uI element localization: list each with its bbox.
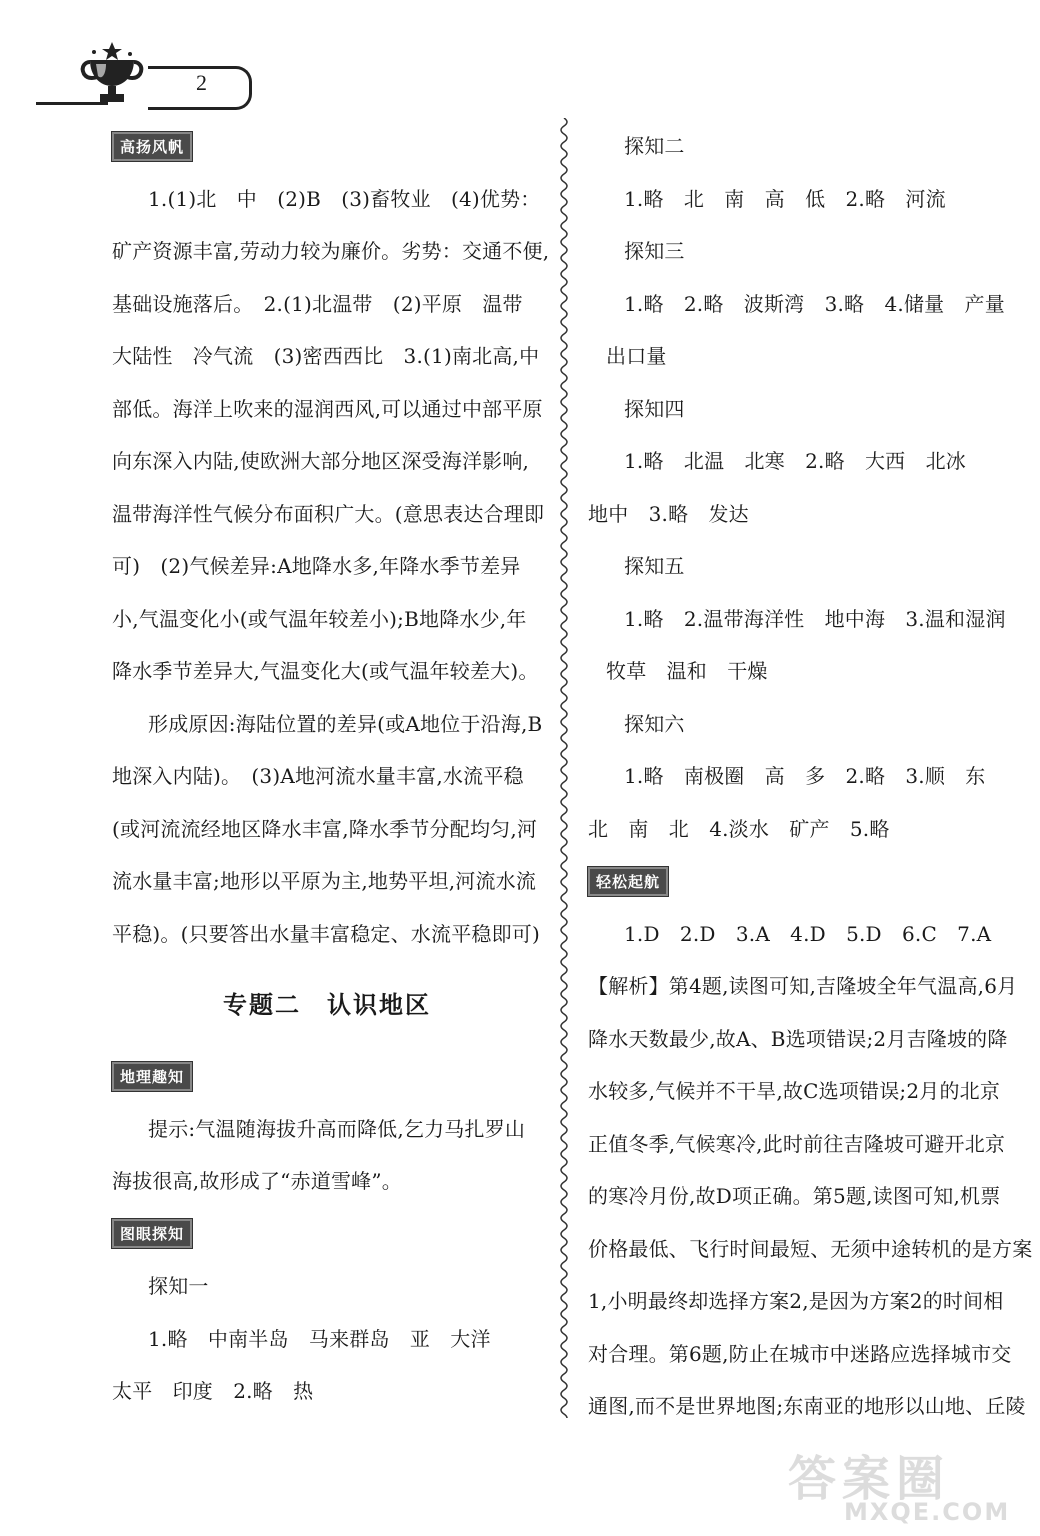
answer-line: 太平 印度 2.略 热 xyxy=(112,1379,314,1403)
answer-line: 地中 3.略 发达 xyxy=(588,501,749,526)
answer-line: 1.(1)北 中 (2)B (3)畜牧业 (4)优势： xyxy=(148,186,541,211)
answer-line: 温带海洋性气候分布面积广大。(意思表达合理即 xyxy=(112,501,545,526)
page-number: 2 xyxy=(196,70,207,95)
answer-line: 1.略 2.温带海洋性 地中海 3.温和湿润 xyxy=(624,606,1006,631)
explanation-line: 水较多,气候并不干旱,故C选项错误;2月的北京 xyxy=(588,1079,1001,1103)
answer-key-line: 1.D 2.D 3.A 4.D 5.D 6.C 7.A xyxy=(624,921,992,946)
subsection-title: 探知一 xyxy=(148,1274,209,1298)
section-tag-qinsong: 轻松起航 xyxy=(588,867,668,896)
answer-line: 牧草 温和 干燥 xyxy=(606,659,768,683)
explanation-line: 的寒冷月份,故D项正确。第5题,读图可知,机票 xyxy=(588,1184,1001,1208)
answer-line: 大陆性 冷气流 (3)密西西比 3.(1)南北高,中 xyxy=(112,344,540,368)
answer-line: 流水量丰富;地形以平原为主,地势平坦,河流水流 xyxy=(112,869,537,893)
answer-line: 出口量 xyxy=(606,344,667,368)
answer-line: 形成原因:海陆位置的差异(或A地位于沿海,B xyxy=(148,711,543,736)
answer-line: 1.略 北温 北寒 2.略 大西 北冰 xyxy=(624,449,966,473)
explanation-line: 对合理。第6题,防止在城市中迷路应选择城市交 xyxy=(588,1341,1012,1366)
answer-line: 北 南 北 4.淡水 矿产 5.略 xyxy=(588,816,890,841)
section-tag-quzhi: 地理趣知 xyxy=(112,1062,192,1091)
answer-line: 矿产资源丰富,劳动力较为廉价。劣势：交通不便, xyxy=(112,239,550,263)
subsection-title: 探知六 xyxy=(624,711,685,736)
answer-line: 降水季节差异大,气温变化大(或气温年较差大)。 xyxy=(112,659,539,683)
answer-line: 平稳)。(只要答出水量丰富稳定、水流平稳即可) xyxy=(112,921,541,946)
watermark-url: MXQE.COM xyxy=(844,1498,1011,1526)
answer-line: 基础设施落后。 2.(1)北温带 (2)平原 温带 xyxy=(112,291,523,316)
right-column xyxy=(588,120,1033,1433)
chapter-title: 专题二 认识地区 xyxy=(223,991,431,1019)
answer-line: 向东深入内陆,使欧洲大部分地区深受海洋影响, xyxy=(112,449,530,473)
explanation-line: 价格最低、飞行时间最短、无须中途转机的是方案 xyxy=(588,1236,1033,1261)
section-tag-gaoyang: 高扬风帆 xyxy=(112,132,192,161)
column-divider xyxy=(556,118,572,1418)
subsection-title: 探知四 xyxy=(624,396,685,421)
answer-line: 可) (2)气候差异:A地降水多,年降水季节差异 xyxy=(112,554,521,578)
left-column xyxy=(112,120,550,1418)
watermark xyxy=(788,1440,1028,1530)
answer-line: 1.略 南极圈 高 多 2.略 3.顺 东 xyxy=(624,764,986,788)
answer-line: 小,气温变化小(或气温年较差小);B地降水少,年 xyxy=(112,606,527,631)
answer-line: 地深入内陆)。 (3)A地河流水量丰富,水流平稳 xyxy=(112,764,524,788)
answer-line: 海拔很高,故形成了“赤道雪峰”。 xyxy=(112,1169,403,1193)
answer-line: 1.略 北 南 高 低 2.略 河流 xyxy=(624,186,946,211)
explanation-line: 降水天数最少,故A、B选项错误;2月吉隆坡的降 xyxy=(588,1026,1008,1051)
explanation-line: 【解析】第4题,读图可知,吉隆坡全年气温高,6月 xyxy=(588,974,1018,998)
explanation-line: 1,小明最终却选择方案2,是因为方案2的时间相 xyxy=(588,1289,1004,1313)
subsection-title: 探知三 xyxy=(624,239,685,263)
watermark-text: 答案圈 xyxy=(788,1451,951,1507)
answer-line: 提示:气温随海拔升高而降低,乞力马扎罗山 xyxy=(148,1116,526,1141)
header-rule xyxy=(36,102,108,105)
subsection-title: 探知二 xyxy=(624,134,685,158)
subsection-title: 探知五 xyxy=(624,554,685,578)
answer-line: 1.略 中南半岛 马来群岛 亚 大洋 xyxy=(148,1326,491,1351)
answer-line: 1.略 2.略 波斯湾 3.略 4.储量 产量 xyxy=(624,291,1005,316)
explanation-line: 通图,而不是世界地图;东南亚的地形以山地、丘陵 xyxy=(588,1394,1026,1418)
answer-line: (或河流流经地区降水丰富,降水季节分配均匀,河 xyxy=(112,816,538,841)
page-header xyxy=(36,40,226,106)
explanation-line: 正值冬季,气候寒冷,此时前往吉隆坡可避开北京 xyxy=(588,1131,1006,1156)
section-tag-tuyan: 图眼探知 xyxy=(112,1219,192,1248)
trophy-icon xyxy=(76,40,148,106)
answer-line: 部低。海洋上吹来的湿润西风,可以通过中部平原 xyxy=(112,396,543,421)
